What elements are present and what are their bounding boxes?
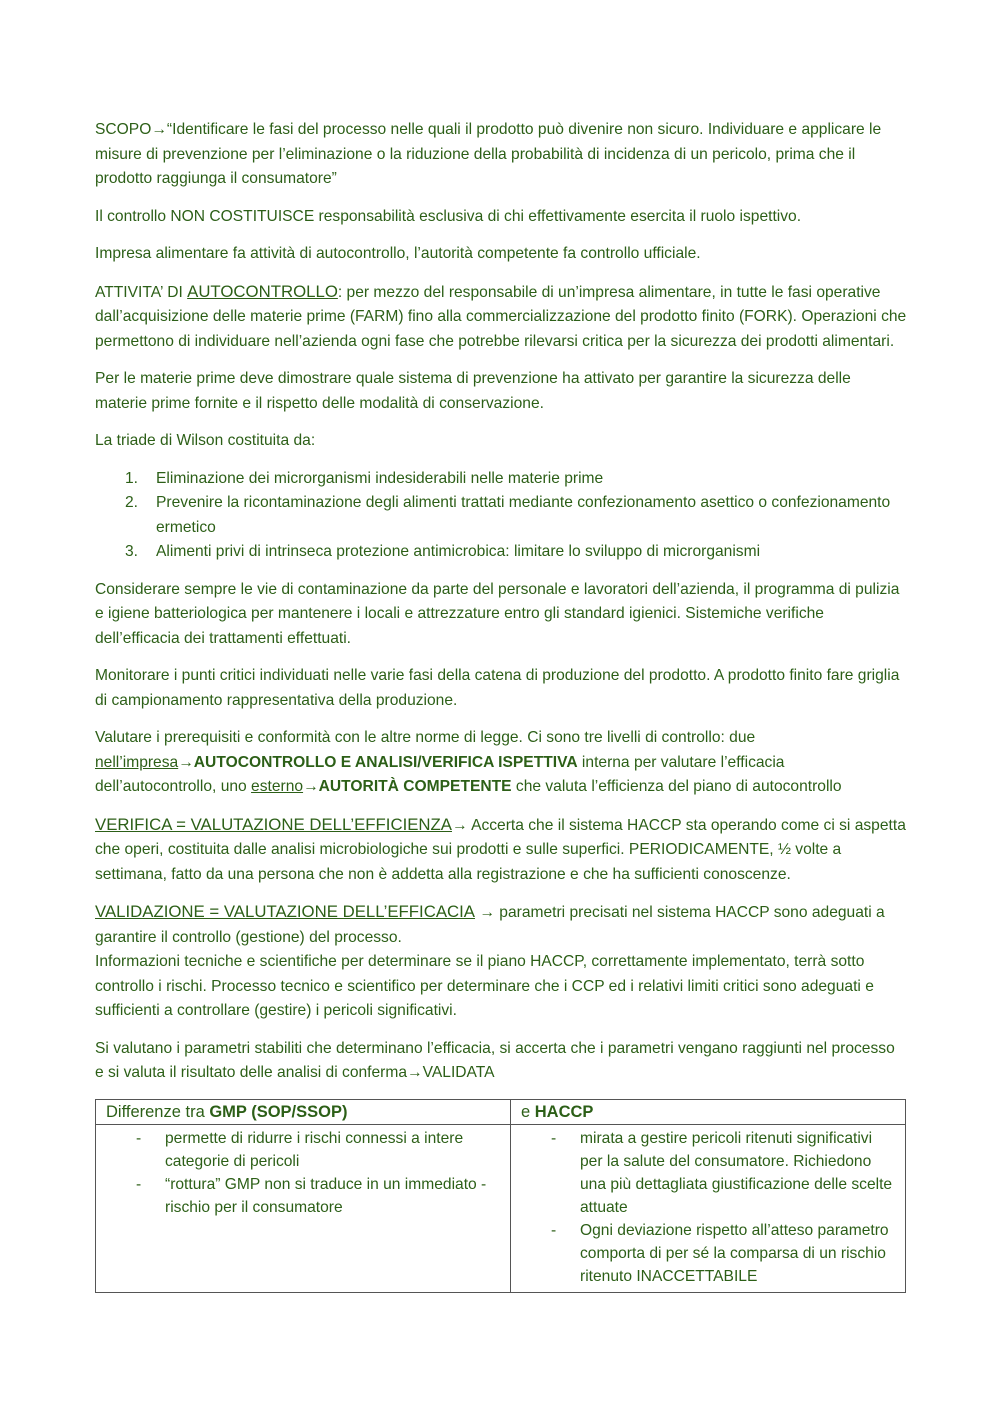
esterno-term: esterno	[251, 778, 304, 795]
arrow-icon: →	[475, 904, 495, 921]
list-item: - “rottura” GMP non si traduce in un immediato -rischio per il consumatore	[136, 1175, 487, 1216]
paragraph-materie-prime: Per le materie prime deve dimostrare quale sistema di prevenzione ha attivato per garantire la sicurezza delle materie prime fornite e il rispetto delle modalità di conservazione.	[95, 370, 851, 412]
list-item: 3. Alimenti privi di intrinseca protezione antimicrobica: limitare lo sviluppo di microrganismi	[125, 543, 761, 560]
cell-haccp	[511, 1124, 906, 1292]
paragraph-controllo: Il controllo NON COSTITUISCE responsabilità esclusiva di chi effettivamente esercita il ruolo ispettivo.	[95, 207, 802, 225]
autocontrollo-term: AUTOCONTROLLO	[187, 281, 338, 301]
arrow-icon: →	[407, 1064, 423, 1081]
comparison-table	[95, 1099, 906, 1293]
arrow-icon: →	[303, 778, 319, 795]
list-item: 2. Prevenire la ricontaminazione degli alimenti trattati mediante confezionamento asettico o confezionamento ermetico	[125, 494, 891, 536]
paragraph-contaminazione: Considerare sempre le vie di contaminazione da parte del personale e lavoratori dell’azienda, il programma di pulizia e igiene batteriologica per mantenere i locali e attrezzature entro gli standard igienici. Sistemiche verifiche dell’efficacia dei trattamenti effettuati.	[95, 580, 900, 647]
header-gmp: Differenze tra GMP (SOP/SSOP)	[96, 1099, 511, 1124]
paragraph-monitorare: Monitorare i punti critici individuati nelle varie fasi della catena di produzione del prodotto. A prodotto finito fare griglia di campionamento rappresentativa della produzione.	[95, 667, 900, 709]
verifica-heading: VERIFICA = VALUTAZIONE DELL’EFFICIENZA	[95, 814, 452, 834]
table-row	[96, 1124, 906, 1292]
list-item: - permette di ridurre i rischi connessi a intere categorie di pericoli	[136, 1129, 464, 1170]
table-header-row	[96, 1099, 906, 1124]
arrow-icon: →	[178, 753, 194, 771]
list-item: - mirata a gestire pericoli ritenuti significativi per la salute del consumatore. Richiedono una più dettagliata giustificazione delle scelte attuate	[551, 1129, 893, 1216]
paragraph-scopo: SCOPO→“Identificare le fasi del processo nelle quali il prodotto può divenire non sicuro. Individuare e applicare le misure di prevenzione per l’eliminazione o la riduzione della probabilità di incidenza di un pericolo, prima che il prodotto raggiunga il consumatore”	[95, 121, 882, 187]
header-haccp: e HACCP	[511, 1099, 906, 1124]
paragraph-validazione: VALIDAZIONE = VALUTAZIONE DELL’EFFICACIA → parametri precisati nel sistema HACCP sono adeguati a garantire il controllo (gestione) del processo. Informazioni tecniche e scientifiche per determinare se il piano HACCP, correttamente implementato, terrà sotto controllo i rischi. Processo tecnico e scientifico per determinare che i CCP ed i relativi limiti critici sono adeguati e sufficienti a controllare (gestire) i pericoli significativi.	[95, 902, 885, 1019]
paragraph-autocontrollo: ATTIVITA’ DI AUTOCONTROLLO: per mezzo del responsabile di un’impresa alimentare, in tutte le fasi operative dall’acquisizione delle materie prime (FARM) fino alla commercializzazione del prodotto finito (FORK). Operazioni che permettono di individuare nell’azienda ogni fase che potrebbe rilevarsi critica per la sicurezza dei prodotti alimentari.	[95, 281, 907, 350]
validazione-heading: VALIDAZIONE = VALUTAZIONE DELL’EFFICACIA	[95, 902, 476, 921]
paragraph-triade: La triade di Wilson costituita da:	[95, 432, 316, 449]
paragraph-verifica: VERIFICA = VALUTAZIONE DELL’EFFICIENZA→ Accerta che il sistema HACCP sta operando come ci si aspetta che operi, costituita dalle analisi microbiologiche sui prodotti e sulle superfici. PERIODICAMENTE, ½ volte a settimana, fatto da una persona che non è addetta alla registrazione e che ha sufficienti conoscenze.	[95, 814, 906, 883]
arrow-icon: →	[151, 121, 167, 138]
paragraph-livelli-controllo: Valutare i prerequisiti e conformità con le altre norme di legge. Ci sono tre livelli di controllo: due nell’impresa→AUTOCONTROLLO E ANALISI/VERIFICA ISPETTIVA interna per valutare l’efficacia dell’autocontrollo, uno esterno→AUTORITÀ COMPETENTE che valuta l’efficienza del piano di autocontrollo	[95, 729, 842, 795]
arrow-icon: →	[452, 816, 468, 834]
paragraph-validata: Si valutano i parametri stabiliti che determinano l’efficacia, si accerta che i parametri vengano raggiunti nel processo e si valuta il risultato delle analisi di conferma→VALIDATA	[95, 1039, 895, 1081]
list-item: - Ogni deviazione rispetto all’atteso parametro comporta di per sé la comparsa di un rischio ritenuto INACCETTABILE	[551, 1221, 889, 1285]
document-page	[95, 118, 907, 1293]
wilson-list	[95, 467, 907, 565]
list-item: 1. Eliminazione dei microrganismi indesiderabili nelle materie prime	[125, 469, 604, 487]
paragraph-impresa: Impresa alimentare fa attività di autocontrollo, l’autorità competente fa controllo ufficiale.	[95, 245, 701, 262]
nell-impresa-term: nell’impresa	[95, 753, 179, 771]
cell-gmp	[96, 1124, 511, 1292]
